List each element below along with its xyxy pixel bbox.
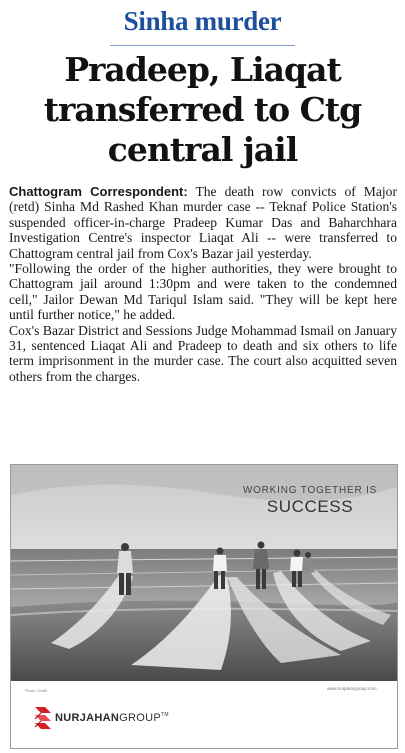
article-kicker: Sinha murder: [123, 6, 282, 36]
kicker-underline: [110, 45, 295, 46]
headline-line: central jail: [107, 130, 298, 169]
article-paragraph: Cox's Bazar District and Sessions Judge Mohammad Ismail on January 31, sentenced Liaqat Ali and Pradeep to death and six others to life term imprisonment in the murder case. The court also acquitted seven others from the charges.: [9, 322, 397, 384]
ad-brand-name: [55, 712, 169, 724]
nurjahan-logo-icon: [31, 701, 55, 737]
trademark-mark: TM: [160, 712, 169, 718]
brand-name-part: GROUP: [119, 712, 161, 724]
headline-line: Pradeep, Liaqat: [64, 50, 341, 89]
article-body: [9, 184, 397, 384]
brand-name-part: NURJAHAN: [55, 712, 120, 724]
ad-tagline-top: WORKING TOGETHER IS: [242, 485, 378, 496]
article-paragraph: "Following the order of the higher authorities, they were brought to Chattogram jail around 1:30pm and were taken to the condemned cell," Jailor Dewan Md Tariqul Islam said. "They will be kept here until further notice," he added.: [9, 261, 397, 323]
ad-tagline-main: SUCCESS: [266, 497, 354, 516]
ad-photo-credit: Photo Credit: [25, 688, 48, 693]
article-byline: Chattogram Correspondent:: [9, 184, 188, 199]
article-paragraph: [9, 184, 397, 261]
paragraph-text: The death row convicts of Major (retd) Sinha Md Rashed Khan murder case -- Teknaf Police Station's suspended officer-in-charge Pradeep Kumar Das and Baharchhara Investigation Centre's inspector Liaqat Ali -- were transferred to Chattogram central jail from Cox's Bazar jail yesterday.: [9, 184, 398, 261]
advertisement: [10, 464, 398, 749]
headline-line: transferred to Ctg: [43, 90, 362, 129]
article-headline: [0, 50, 405, 170]
ad-website: www.nurjahangroup.com: [327, 686, 377, 691]
